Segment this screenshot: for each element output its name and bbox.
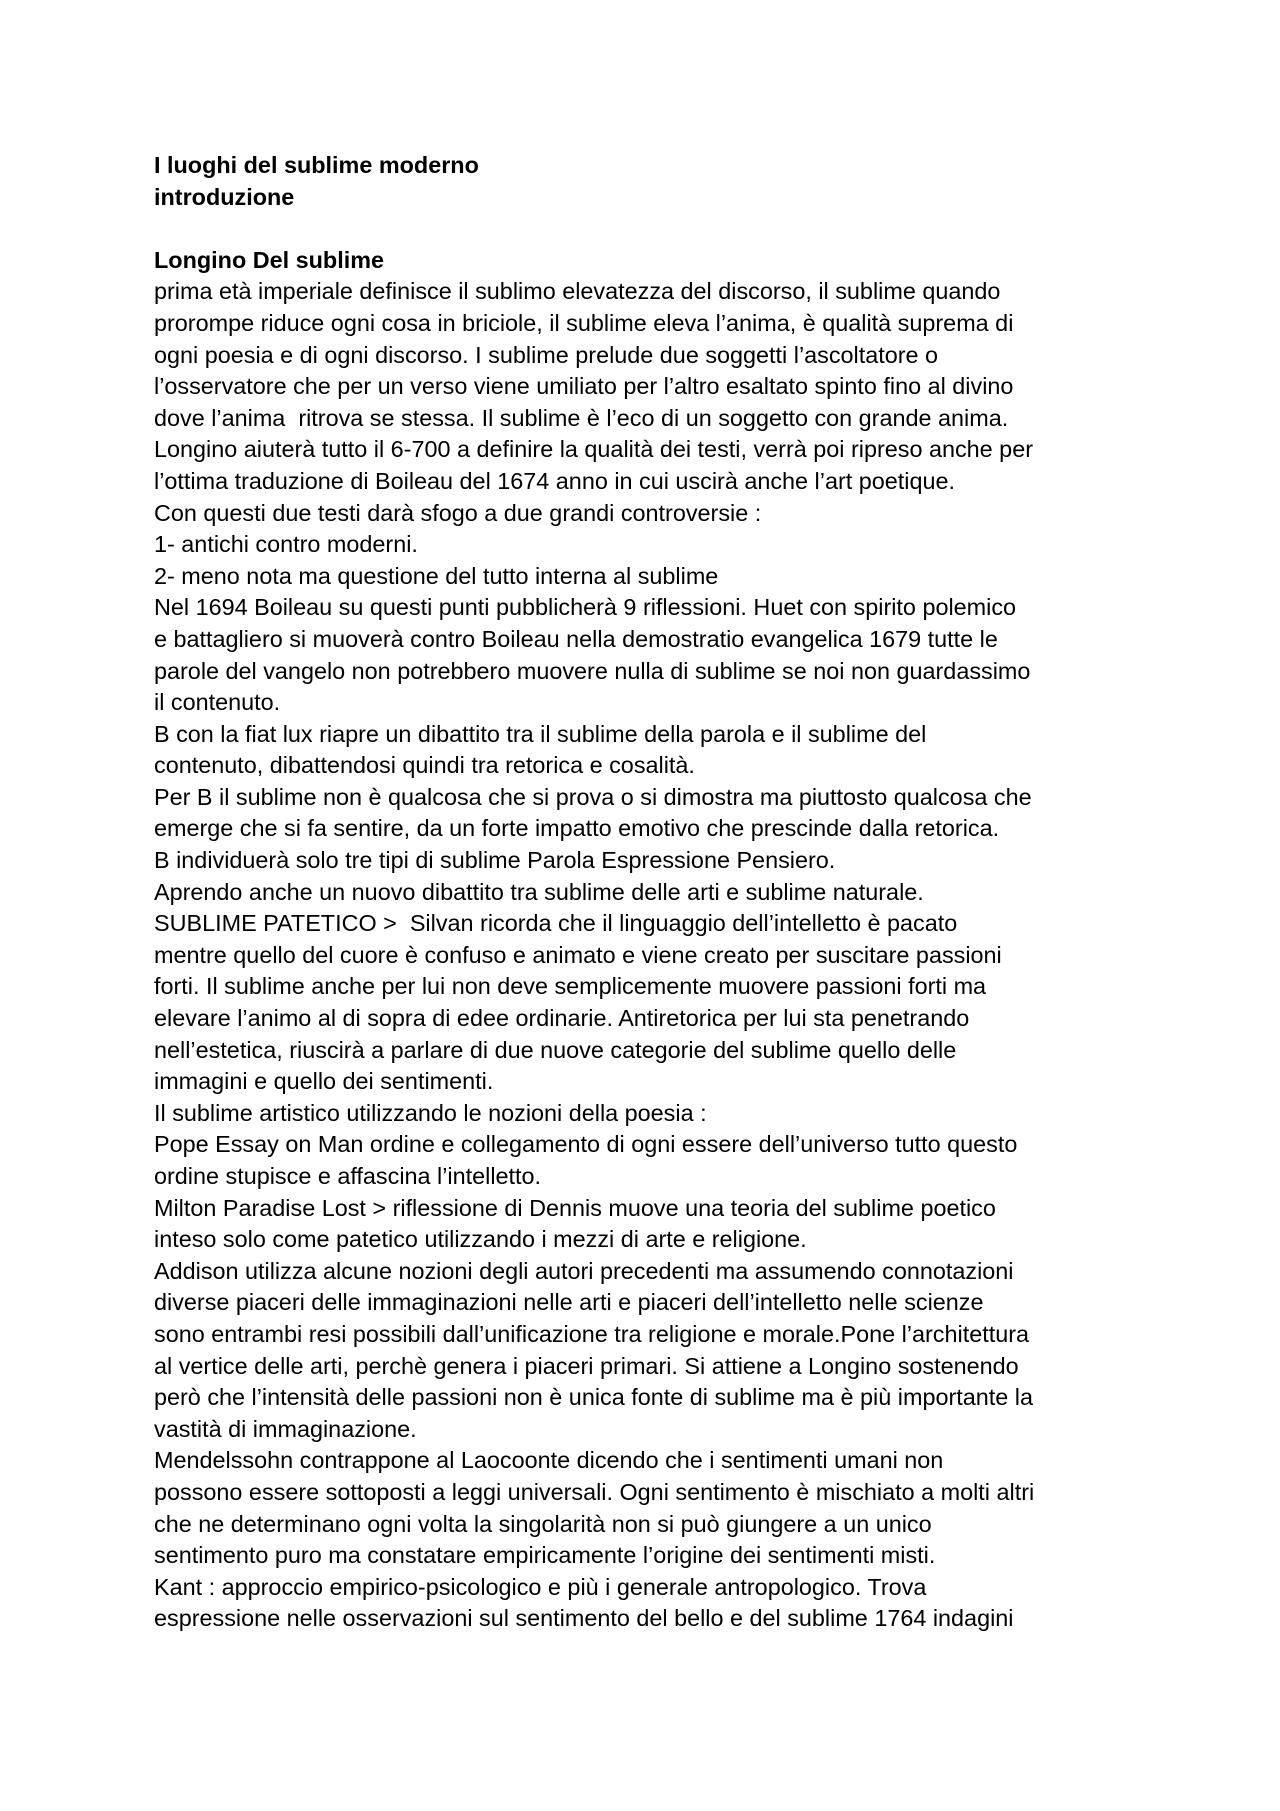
body-line: contenuto, dibattendosi quindi tra retorica e cosalità. (154, 752, 695, 779)
body-line: nell’estetica, riuscirà a parlare di due nuove categorie del sublime quello delle (154, 1036, 957, 1063)
body-line: ogni poesia e di ogni discorso. I sublime prelude due soggetti l’ascoltatore o (154, 341, 939, 368)
body-line: il contenuto. (154, 689, 281, 716)
body-line: forti. Il sublime anche per lui non deve semplicemente muovere passioni forti ma (154, 973, 987, 1000)
body-line: Il sublime artistico utilizzando le nozioni della poesia : (154, 1099, 707, 1126)
body-line: ordine stupisce e affascina l’intelletto. (154, 1163, 542, 1189)
body-line: Longino aiuterà tutto il 6-700 a definire la qualità dei testi, verrà poi ripreso anche per (154, 436, 1033, 463)
body-line: B con la fiat lux riapre un dibattito tra il sublime della parola e il sublime del (154, 720, 927, 747)
body-line: 2- meno nota ma questione del tutto interna al sublime (154, 562, 719, 589)
body-line: parole del vangelo non potrebbero muovere nulla di sublime se noi non guardassimo (154, 657, 1031, 684)
body-line: Con questi due testi darà sfogo a due grandi controversie : (154, 499, 762, 526)
body-line: dove l’anima ritrova se stessa. Il sublime è l’eco di un soggetto con grande anima. (154, 404, 1009, 431)
body-line: l’osservatore che per un verso viene umiliato per l’altro esaltato spinto fino al divino (154, 373, 1014, 400)
body-line: 1- antichi contro moderni. (154, 531, 418, 558)
body-line: Nel 1694 Boileau su questi punti pubblicherà 9 riflessioni. Huet con spirito polemico (154, 594, 1017, 621)
body-text (154, 276, 1144, 1635)
body-line: Per B il sublime non è qualcosa che si prova o si dimostra ma piuttosto qualcosa che (154, 783, 1032, 810)
body-line: diverse piaceri delle immaginazioni nelle arti e piaceri dell’intelletto nelle scienze (154, 1289, 984, 1316)
document-subtitle: introduzione (154, 183, 295, 210)
body-line: Addison utilizza alcune nozioni degli autori precedenti ma assumendo connotazioni (154, 1257, 1014, 1284)
body-line: al vertice delle arti, perchè genera i piaceri primari. Si attiene a Longino sostenendo (154, 1352, 1019, 1379)
blank-line (154, 213, 1144, 245)
body-line: immagini e quello dei sentimenti. (154, 1068, 494, 1095)
body-line: vastità di immaginazione. (154, 1415, 417, 1442)
body-line: inteso solo come patetico utilizzando i mezzi di arte e religione. (154, 1226, 807, 1253)
body-line: che ne determinano ogni volta la singolarità non si può giungere a un unico (154, 1510, 932, 1537)
body-line: prorompe riduce ogni cosa in briciole, il sublime eleva l’anima, è qualità suprema di (154, 309, 1014, 336)
body-line: e battagliero si muoverà contro Boileau nella demostratio evangelica 1679 tutte le (154, 625, 998, 652)
body-line: Aprendo anche un nuovo dibattito tra sublime delle arti e sublime naturale. (154, 878, 924, 905)
body-line: però che l’intensità delle passioni non è unica fonte di sublime ma è più importante la (154, 1384, 1033, 1411)
body-line: emerge che si fa sentire, da un forte impatto emotivo che prescinde dalla retorica. (154, 815, 1000, 842)
document-body (154, 150, 1144, 1635)
body-line: l’ottima traduzione di Boileau del 1674 anno in cui uscirà anche l’art poetique. (154, 467, 955, 494)
body-line: sentimento puro ma constatare empiricamente l’origine dei sentimenti misti. (154, 1542, 936, 1569)
body-line: SUBLIME PATETICO > Silvan ricorda che il linguaggio dell’intelletto è pacato (154, 910, 958, 937)
body-line: Mendelssohn contrappone al Laocoonte dicendo che i sentimenti umani non (154, 1447, 944, 1474)
section-heading: Longino Del sublime (154, 246, 385, 273)
body-line: B individuerà solo tre tipi di sublime Parola Espressione Pensiero. (154, 847, 836, 874)
body-line: elevare l’animo al di sopra di edee ordinarie. Antiretorica per lui sta penetrando (154, 1005, 970, 1032)
body-line: possono essere sottoposti a leggi universali. Ogni sentimento è mischiato a molti altri (154, 1478, 1035, 1505)
body-line: Pope Essay on Man ordine e collegamento di ogni essere dell’universo tutto questo (154, 1131, 1018, 1158)
body-line: mentre quello del cuore è confuso e animato e viene creato per suscitare passioni (154, 941, 1002, 968)
body-line: Kant : approccio empirico-psicologico e più i generale antropologico. Trova (154, 1573, 927, 1600)
body-line: prima età imperiale definisce il sublimo elevatezza del discorso, il sublime quando (154, 278, 1001, 305)
body-line: Milton Paradise Lost > riflessione di Dennis muove una teoria del sublime poetico (154, 1194, 996, 1221)
document-title: I luoghi del sublime moderno (154, 152, 479, 178)
body-line: espressione nelle osservazioni sul sentimento del bello e del sublime 1764 indagini (154, 1605, 1014, 1632)
body-line: sono entrambi resi possibili dall’unificazione tra religione e morale.Pone l’architettura (154, 1320, 1030, 1347)
